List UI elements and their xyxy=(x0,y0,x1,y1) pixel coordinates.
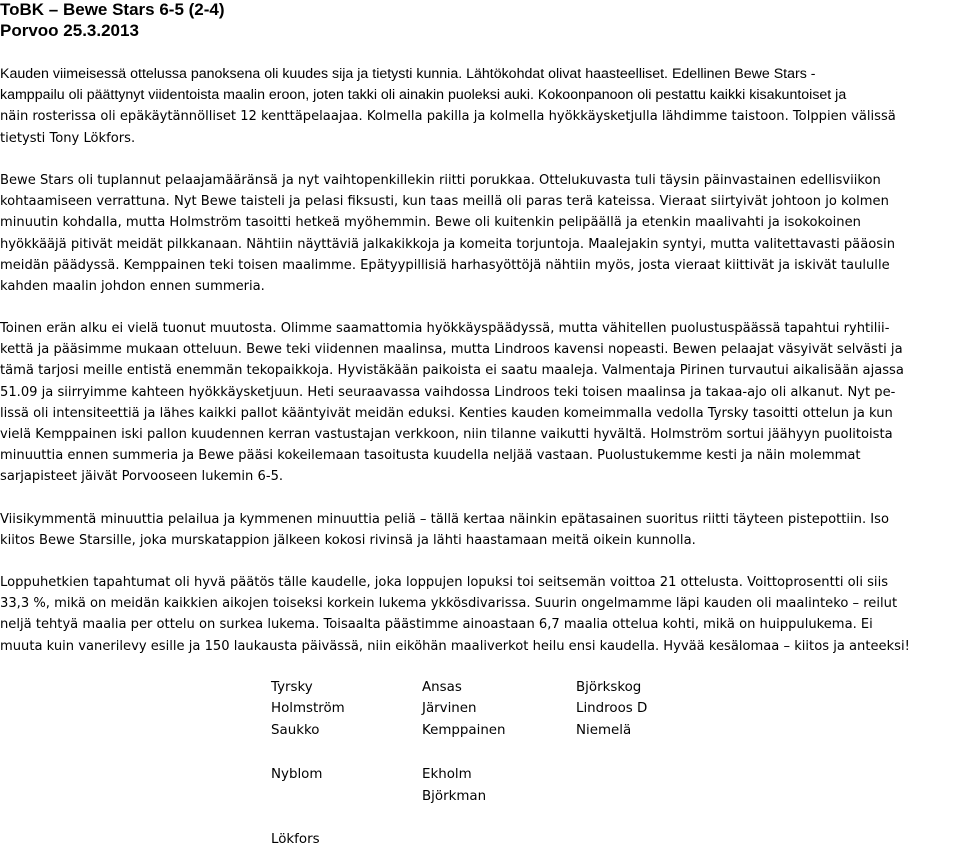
paragraph-line: vielä Kemppainen iski pallon kuudennen kerran vastustajan verkkoon, niin tilanne vaikutti hyvältä. Holmström sortui jäähyyn puolitoista xyxy=(0,426,893,442)
lineup-player: Lindroos D xyxy=(576,701,648,716)
paragraph-line: minuutin kohdalla, mutta Holmström tasoitti hetkeä myöhemmin. Bewe oli kuitenkin pelipäällä ja etenkin maalivahti ja isokokoinen xyxy=(0,215,861,231)
paragraph-line: 51.09 ja siirryimme kahteen hyökkäysketjuun. Heti seuraavassa vaihdossa Lindroos teki toisen maalinsa ja takaa-ajo oli alkanut. Nyt pe- xyxy=(0,384,896,400)
report-title: ToBK – Bewe Stars 6-5 (2-4) xyxy=(0,0,225,19)
lineup-player: Järvinen xyxy=(422,701,477,716)
lineup-player: Björkman xyxy=(422,789,487,804)
paragraph-line: meidän päädyssä. Kemppainen teki toisen maalimme. Epätyypillisiä harhasyöttöjä nähtiin myös, josta vieraat kiittivät ja iskivät taululle xyxy=(0,257,890,273)
lineup-player: Saukko xyxy=(271,723,320,738)
paragraph-line: kettä ja pääsimme mukaan otteluun. Bewe teki viidennen maalinsa, mutta Lindroos kavensi nopeasti. Bewen pelaajat väsyivät selvästi ja xyxy=(0,342,903,358)
paragraph-line: minuuttia ennen summeria ja Bewe pääsi kokeilemaan tasoitusta kuudella neljää vastaan. Puolustukemme kesti ja näin molemmat xyxy=(0,448,861,464)
paragraph-line: näin rosterissa oli epäkäytännölliset 12 kenttäpelaajaa. Kolmella pakilla ja kolmella hyökkäysketjulla lähdimme taistoon. Tolppien välissä xyxy=(0,109,896,125)
paragraph-line: sarjapisteet jäivät Porvooseen lukemin 6-5. xyxy=(0,469,284,485)
paragraph-line: Toinen erän alku ei vielä tuonut muutosta. Olimme saamattomia hyökkäyspäädyssä, mutta vähitellen puolustuspäässä tapahtui ryhtilii- xyxy=(0,321,890,336)
lineup-player: Björkskog xyxy=(576,680,642,695)
lineup-player: Niemelä xyxy=(576,723,632,738)
paragraph-line: kohtaamiseen verrattuna. Nyt Bewe taisteli ja pelasi fiksusti, kun taas meillä oli paras terä kateissa. Vieraat siirtyivät johtoon jo kolmen xyxy=(0,194,889,210)
lineup-player: Ekholm xyxy=(422,767,472,782)
paragraph-line: hyökkääjä pitivät meidät pilkkanaan. Nähtiin näyttäviä jalkakikkoja ja komeita torjuntoja. Maalejakin syntyi, mutta valitettavasti pääosin xyxy=(0,236,896,252)
paragraph-line: Loppuhetkien tapahtumat oli hyvä päätös tälle kaudelle, joka loppujen lopuksi toi seitsemän voittoa 21 ottelusta. Voittoprosentti oli siis xyxy=(0,575,889,590)
paragraph-line: Bewe Stars oli tuplannut pelaajamääränsä ja nyt vaihtopenkillekin riitti porukkaa. Ottelukuvasta tuli täysin päinvastainen edellisviikon xyxy=(0,173,881,188)
paragraph-line: Viisikymmentä minuuttia pelailua ja kymmenen minuuttia peliä – tällä kertaa näinkin epätasainen suoritus riitti täyteen pistepottiin. Iso xyxy=(0,512,889,527)
paragraph-line: lissä oli intensiteettiä ja lähes kaikki pallot kääntyivät meidän eduksi. Kenties kauden komeimmalla vedolla Tyrsky tasoitti ottelun ja kun xyxy=(0,405,893,421)
paragraph-line: kiitos Bewe Starsille, joka murskatappion jälkeen kokosi rivinsä ja lähti haastamaan meitä oikein kunnolla. xyxy=(0,533,696,549)
paragraph-line: muuta kuin vanerilevy esille ja 150 laukausta päivässä, niin eiköhän maaliverkot heilu ensi kaudella. Hyvää kesälomaa – kiitos ja anteeksi! xyxy=(0,638,910,654)
report-place-date: Porvoo 25.3.2013 xyxy=(0,21,139,40)
lineup-player: Tyrsky xyxy=(271,680,313,695)
paragraph-line: tämä tarjosi meille entistä enemmän tekopaikkoja. Hyvistäkään paikoista ei saatu maaleja. Valmentaja Pirinen turvautui aikalisään ajassa xyxy=(0,363,904,379)
lineup-goalkeeper: Lökfors xyxy=(271,832,320,847)
lineup-player: Holmström xyxy=(271,701,345,716)
paragraph-line: 33,3 %, mikä on meidän kaikkien aikojen toiseksi korkein lukema ykkösdivarissa. Suurin ongelmamme läpi kauden oli maalinteko – reilut xyxy=(0,596,898,612)
paragraph-line: tietysti Tony Lökfors. xyxy=(0,130,136,146)
paragraph-line: Kauden viimeisessä ottelussa panoksena oli kuudes sija ja tietysti kunnia. Lähtökohdat olivat haasteelliset. Edellinen Bewe Stars - xyxy=(0,66,816,82)
lineup-player: Kemppainen xyxy=(422,723,506,738)
lineup-player: Nyblom xyxy=(271,767,323,782)
paragraph-line: neljä tehtyä maalia per ottelu on surkea lukema. Toisaalta päästimme ainoastaan 6,7 maalia ottelua kohti, mikä on huippulukema. Ei xyxy=(0,617,873,633)
paragraph-line: kamppailu oli päättynyt viidentoista maalin eroon, joten takki oli ainakin puoleksi auki. Kokoonpanoon oli pestattu kaikki kisakuntoiset ja xyxy=(0,87,847,104)
lineup-player: Ansas xyxy=(422,680,462,695)
paragraph-line: kahden maalin johdon ennen summeria. xyxy=(0,278,265,294)
